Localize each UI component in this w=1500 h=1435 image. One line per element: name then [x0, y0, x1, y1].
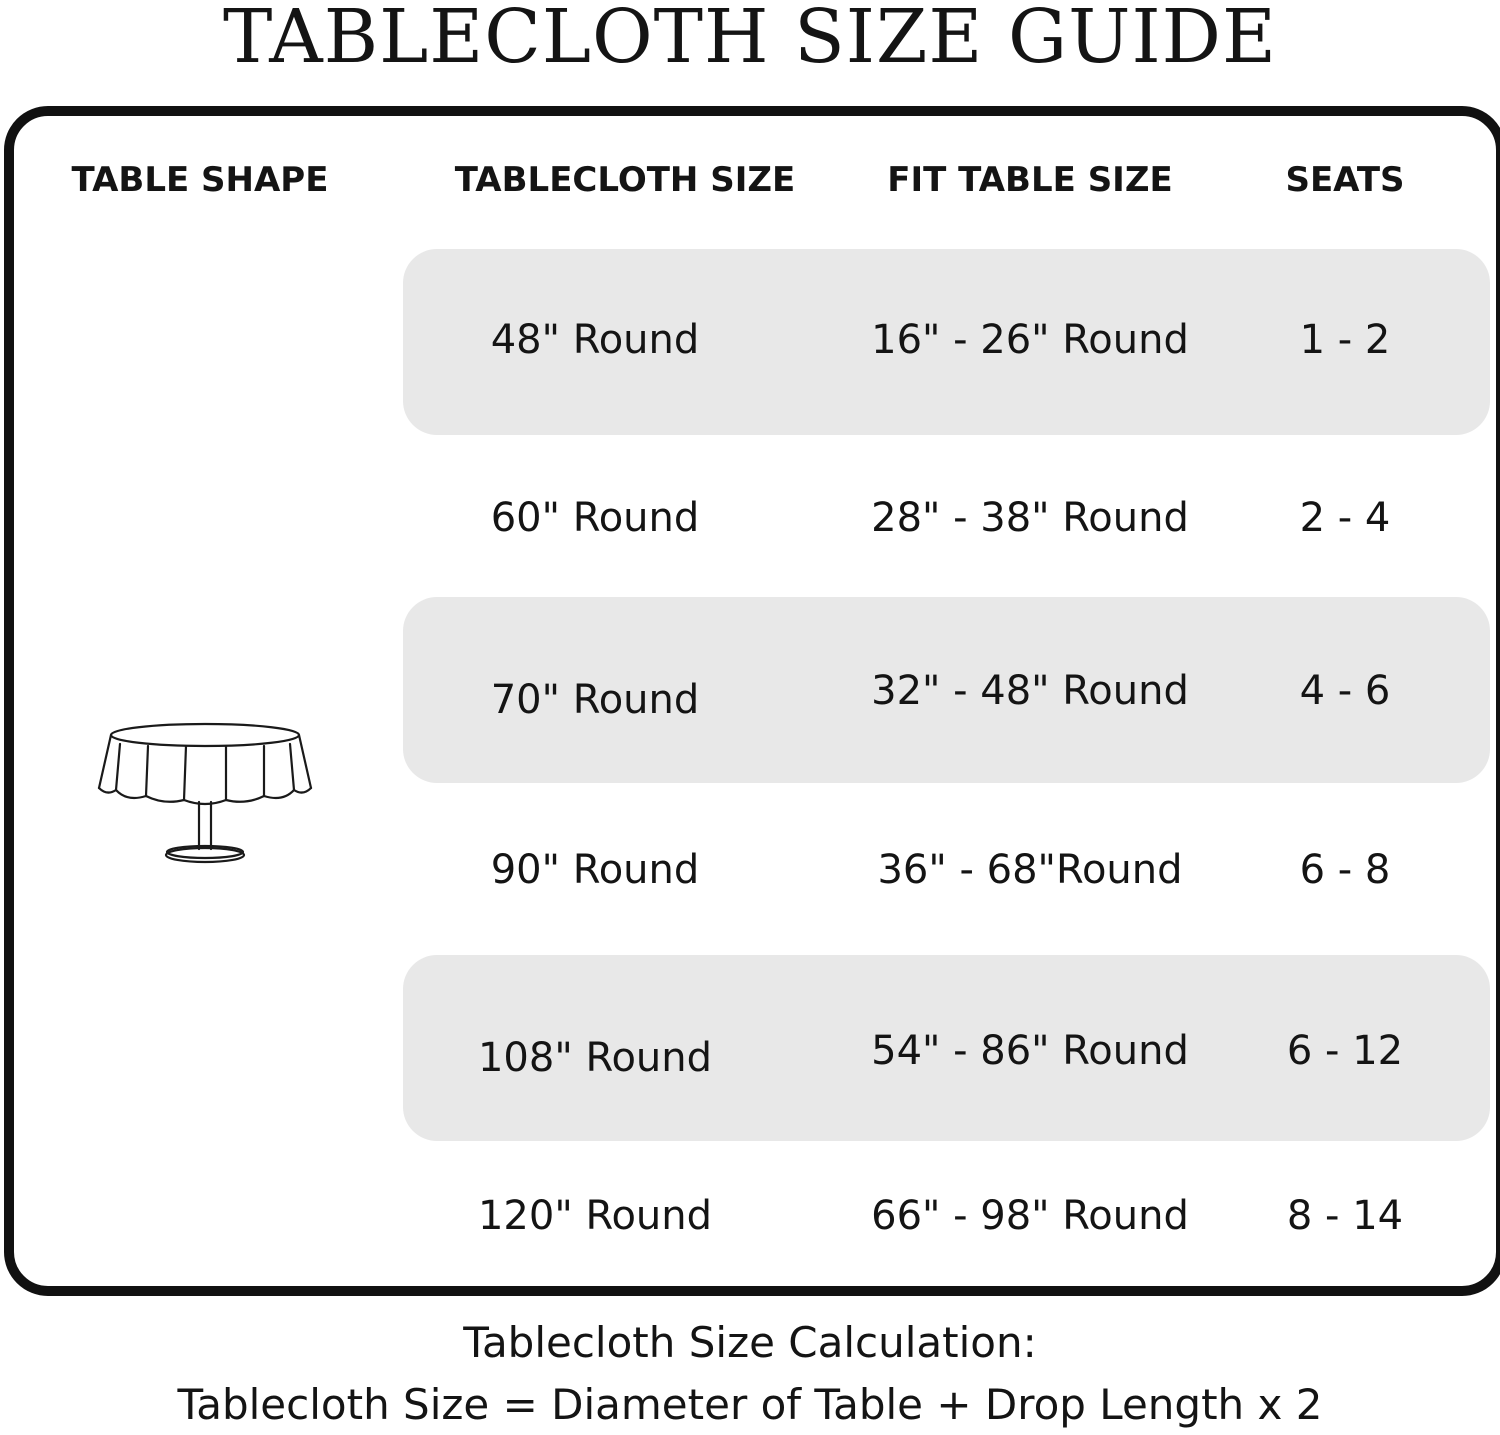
- tablecloth-size-cell: 48" Round: [490, 317, 700, 363]
- round-table-icon: [92, 716, 318, 868]
- tablecloth-size-cell: 70" Round: [490, 677, 700, 723]
- fit-table-size-cell: 28" - 38" Round: [871, 495, 1189, 541]
- tablecloth-size-cell: 120" Round: [477, 1193, 713, 1239]
- seats-cell: 6 - 8: [1299, 847, 1391, 893]
- fit-table-size-cell: 66" - 98" Round: [871, 1193, 1189, 1239]
- seats-cell: 2 - 4: [1299, 495, 1391, 541]
- seats-cell: 6 - 12: [1286, 1028, 1404, 1074]
- fit-table-size-cell: 54" - 86" Round: [871, 1028, 1189, 1074]
- calculation-heading: Tablecloth Size Calculation:: [463, 1318, 1037, 1367]
- page-title: TABLECLOTH SIZE GUIDE: [222, 0, 1278, 80]
- header-tablecloth-size: TABLECLOTH SIZE: [454, 160, 796, 200]
- seats-cell: 1 - 2: [1299, 317, 1391, 363]
- header-fit-table-size: FIT TABLE SIZE: [887, 160, 1173, 200]
- tablecloth-size-cell: 60" Round: [490, 495, 700, 541]
- fit-table-size-cell: 36" - 68"Round: [877, 847, 1183, 893]
- seats-cell: 4 - 6: [1299, 668, 1391, 714]
- header-seats: SEATS: [1285, 160, 1405, 200]
- fit-table-size-cell: 16" - 26" Round: [871, 317, 1189, 363]
- tablecloth-size-cell: 90" Round: [490, 847, 700, 893]
- calculation-formula: Tablecloth Size = Diameter of Table + Drop Length x 2: [177, 1380, 1323, 1429]
- seats-cell: 8 - 14: [1286, 1193, 1404, 1239]
- tablecloth-size-cell: 108" Round: [477, 1035, 713, 1081]
- header-table-shape: TABLE SHAPE: [71, 160, 329, 200]
- fit-table-size-cell: 32" - 48" Round: [871, 668, 1189, 714]
